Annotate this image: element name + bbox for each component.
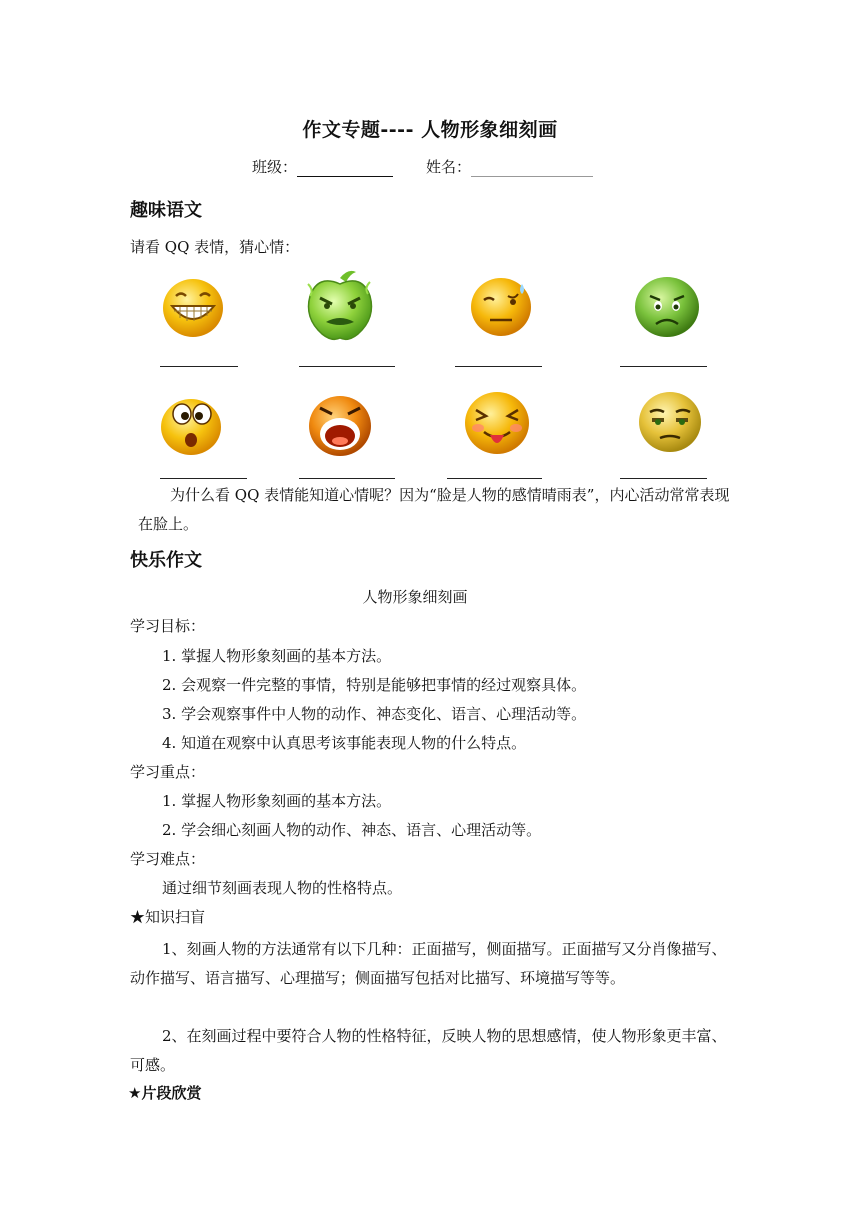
answer-blank-7[interactable] [447,478,542,479]
sad-green-face-icon [632,272,702,342]
confused-sweat-face-icon [468,274,534,340]
goals-label: 学习目标： [130,617,206,635]
surprised-googly-eyes-face-icon [158,392,224,458]
angry-green-apple-face-icon [300,264,380,344]
shouting-orange-face-icon [306,392,374,460]
difficulty-text: 通过细节刻画表现人物的性格特点。 [162,879,403,897]
answer-blank-6[interactable] [299,478,395,479]
knowledge-paragraph-1: 1、刻画人物的方法通常有以下几种：正面描写，侧面描写。正面描写又分肖像描写、动作描写、语言描写、心理描写；侧面描写包括对比描写、环境描写等等。 [130,940,727,987]
class-label: 班级： [252,158,298,176]
answer-blank-1[interactable] [160,366,238,367]
subtitle: 人物形象细刻画 [362,588,468,606]
answer-blank-5[interactable] [160,478,247,479]
key-point-item: 2. 学会细心刻画人物的动作、神态、语言、心理活动等。 [162,821,542,839]
answer-blank-8[interactable] [620,478,707,479]
class-blank[interactable] [297,162,393,177]
goal-item: 1. 掌握人物形象刻画的基本方法。 [162,647,392,665]
goal-item: 4. 知道在观察中认真思考该事能表现人物的什么特点。 [162,734,527,752]
answer-blank-2[interactable] [299,366,395,367]
appreciation-heading: ★片段欣赏 [128,1084,202,1102]
intro-text: 请看 QQ 表情，猜心情： [130,238,300,256]
key-point-item: 1. 掌握人物形象刻画的基本方法。 [162,792,392,810]
class-field [252,156,393,177]
section-heading-happy-composition: 快乐作文 [130,550,202,571]
sleepy-sick-face-icon [636,388,704,456]
grinning-face-icon [160,274,226,340]
knowledge-paragraph-2: 2、在刻画过程中要符合人物的性格特征，反映人物的思想感情，使人物形象更丰富、可感。 [130,1027,727,1074]
explanation-paragraph: 为什么看 QQ 表情能知道心情呢？因为“脸是人物的感情晴雨表”，内心活动常常表现在脸上。 [138,486,730,533]
goal-item: 3. 学会观察事件中人物的动作、神态变化、语言、心理活动等。 [162,705,587,723]
answer-blank-3[interactable] [455,366,542,367]
name-label: 姓名： [426,158,472,176]
document-title: 作文专题---- 人物形象细刻画 [302,119,558,141]
name-field [426,156,593,177]
tongue-out-squint-face-icon [462,388,532,458]
key-points-label: 学习重点： [130,763,206,781]
name-blank[interactable] [471,162,593,177]
knowledge-heading: ★知识扫盲 [130,908,206,926]
difficulty-label: 学习难点： [130,850,206,868]
goal-item: 2. 会观察一件完整的事情，特别是能够把事情的经过观察具体。 [162,676,587,694]
answer-blank-4[interactable] [620,366,707,367]
section-heading-fun-chinese: 趣味语文 [130,200,202,221]
